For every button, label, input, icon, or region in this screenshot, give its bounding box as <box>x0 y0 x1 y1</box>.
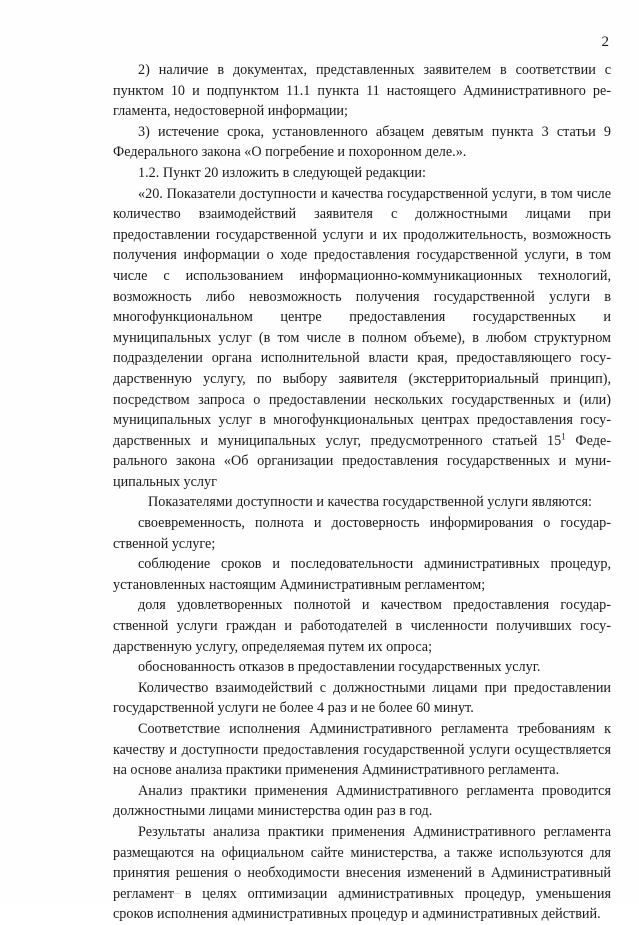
paragraph-item-2: 2) наличие в документах, представленных заявителем в соответствии с пунктом 10 и подпунктом 11.1 пункта 11 настоящего Административного регламента, недостоверной информации; <box>113 62 611 120</box>
paragraph-indicator-deadlines: соблюдение сроков и последовательности административных процедур, установленных настоящим Административным регламентом; <box>113 556 611 593</box>
paragraph-indicator-refusals: обоснованность отказов в предоставлении государственных услуг. <box>138 659 541 676</box>
scan-artifact <box>150 893 180 900</box>
point-20-text: «20. Показатели доступности и качества государственной услуги, в том числе количество взаимодействий заявителя с должностными лицами при предоставлении государственной услуги и их продолжительность, возможность получения информации о ходе предоставления государственной услуги, в том числе с использованием информационно-коммуникационных технологий, возможность либо невозможность получения государственной услуги в многофункциональном центре предоставления государственных и муниципальных услуг (в том числе в полном объеме), в любом структурном подразделении органа исполнительной власти края, предоставляющего государственную услугу, по выбору заявителя (экстерриториальный принцип), посредством запроса о предоставлении нескольких государственных и (или) муниципальных услуг в многофункциональных центрах предоставления государственных и муниципальных услуг, предусмотренного статьей 15 <box>113 185 611 449</box>
document-body <box>113 60 611 925</box>
paragraph-clause-1-2: 1.2. Пункт 20 изложить в следующей редакции: <box>138 164 426 181</box>
paragraph-point-20 <box>113 184 611 493</box>
page-number: 2 <box>601 34 609 50</box>
paragraph-results: Результаты анализа практики применения Административного регламента размещаются на официальном сайте министерства, а также используются для принятия решения о необходимости внесения изменений в Административный регламент в целях оптимизации административных процедур, уменьшения сроков исполнения административных процедур и административных действий. <box>113 823 611 923</box>
paragraph-item-3: 3) истечение срока, установленного абзацем девятым пункта 3 статьи 9 Федерального закона «О погребение и похоронном деле.». <box>113 123 611 161</box>
point-20-tail: Федерального закона «Об организации предоставления государственных и муниципальных услуг <box>113 432 611 490</box>
paragraph-indicator-satisfaction: доля удовлетворенных полнотой и качеством предоставления государственной услуги граждан и работодателей в численности получивших государственную услугу, определяемая путем их опроса; <box>113 597 611 655</box>
paragraph-indicator-timeliness: своевременность, полнота и достоверность информирования о государственной услуге; <box>113 515 611 552</box>
article-superscript: 1 <box>561 430 566 441</box>
paragraph-indicators-intro: Показателями доступности и качества государственной услуги являются: <box>148 494 592 511</box>
paragraph-analysis: Анализ практики применения Административного регламента проводится должностными лицами министерства один раз в год. <box>113 782 611 820</box>
paragraph-interactions-count: Количество взаимодействий с должностными лицами при предоставлении государственной услуги не более 4 раз и не более 60 минут. <box>113 679 611 717</box>
paragraph-compliance: Соответствие исполнения Административного регламента требованиям к качеству и доступности предоставления государственной услуги осуществляется на основе анализа практики применения Административного регламента. <box>113 721 611 779</box>
